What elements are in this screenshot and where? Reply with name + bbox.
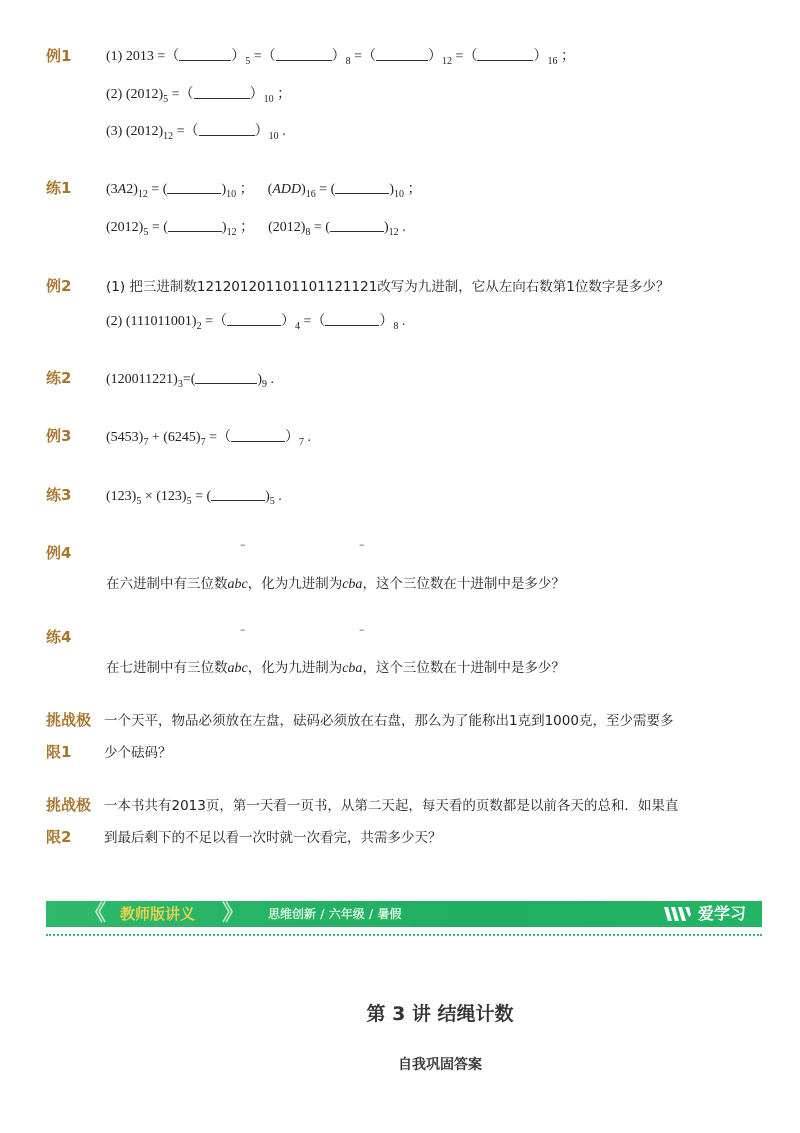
base-sub: 8: [345, 56, 351, 67]
label-challenge-1-top: 挑战极: [46, 711, 92, 729]
ex4-number-abc: abc: [227, 577, 248, 592]
pr1-a-digit: A: [117, 182, 127, 197]
label-practice-2: 练2: [46, 369, 72, 387]
base-sub: 10: [226, 189, 237, 200]
challenge-1-line-2: 少个砝码？: [104, 745, 172, 761]
pr4-text-1: 在七进制中有三位数: [106, 660, 228, 676]
ex4-line: [106, 574, 565, 595]
ex1-item-number: (2): [106, 87, 123, 102]
base-sub: 5: [269, 496, 275, 507]
base-sub: 7: [143, 437, 149, 448]
label-practice-1: 练1: [46, 179, 72, 197]
ex4-text-2: ，化为九进制为: [247, 576, 343, 592]
base-sub: 12: [226, 227, 237, 238]
base-sub: 5: [136, 496, 142, 507]
base-sub: 5: [245, 56, 251, 67]
label-challenge-2-top: 挑战极: [46, 796, 92, 814]
ex1-value: (2012): [125, 87, 164, 102]
pr3-term-b: (123): [156, 489, 187, 504]
double-chevron-left-icon: 《: [84, 901, 107, 926]
pr1-b-digits: ADD: [272, 182, 302, 197]
base-sub: 8: [305, 227, 311, 238]
ex2-item-number: (1): [106, 279, 126, 295]
base-sub: 4: [295, 321, 300, 332]
brand-name: 爱学习: [698, 904, 747, 923]
base-sub: 16: [305, 189, 316, 200]
label-example-2: 例2: [46, 277, 72, 295]
pr4-number-cba: cba: [342, 661, 363, 676]
ex2-value: (111011001): [125, 314, 197, 329]
ex3-term-a: (5453): [106, 430, 144, 445]
stacked-bars-logo-icon: [662, 905, 692, 923]
pr1-c-value: (2012): [106, 220, 144, 235]
pr1-line-2: $(2012)_5$ = ( )$_{12}$ ； $(2012)_8$ = ( )$_{12}$ .: [106, 220, 406, 238]
ex2-line-1: [106, 277, 669, 297]
ex2-item-number: (2): [106, 314, 123, 329]
overbar-mark: –: [240, 538, 246, 551]
ex2-line-2: (2) $(111011001)_2$ =（ ）$_4$ =（ ）$_8$ .: [106, 314, 406, 332]
base-sub: 10: [263, 94, 274, 105]
challenge-2-line-1: 一本书共有2013页，第一天看一页书，从第二天起，每天看的页数都是以前各天的总和．如果直: [104, 798, 679, 814]
base-sub: 5: [186, 496, 192, 507]
label-challenge-2-bottom: 限2: [46, 828, 72, 846]
ex1-line-3: (3) $(2012)_{12}$ =（ ）$_{10}$ .: [106, 124, 286, 142]
base-sub: 8: [393, 321, 399, 332]
ex1-line-1: (1) 2013 =（ ）$_5$ =（ ）$_8$ =（ ）$_{12}$ =（ ）$_{16}$ ；: [106, 49, 575, 67]
ex1-value: 2013: [125, 49, 154, 64]
ex1-item-number: (3): [106, 124, 123, 139]
pr2-value: (120011221): [106, 372, 178, 387]
ex1-line-2: (2) $(2012)_5$ =（ ）$_{10}$ ；: [106, 87, 292, 105]
base-sub: 16: [547, 56, 558, 67]
base-sub: 7: [200, 437, 206, 448]
pr1-a-close: 2): [126, 182, 138, 197]
banner-subtitle: 思维创新 / 六年级 / 暑假: [268, 907, 402, 921]
base-sub: 5: [163, 94, 169, 105]
pr2-line: $(120011221)_3=$( )$_9$ .: [106, 372, 275, 390]
label-example-1: 例1: [46, 47, 72, 65]
challenge-1-line-1: 一个天平，物品必须放在左盘，砝码必须放在右盘，那么为了能称出1克到1000克，至少需要多: [104, 713, 674, 729]
section-title: 自我巩固答案: [398, 1057, 482, 1073]
pr4-number-abc: abc: [227, 661, 248, 676]
base-sub: 12: [137, 189, 148, 200]
pr1-line-1: $(3A2)_{12}$ = ( )$_{10}$ ； $(ADD)_{16}$ = ( )$_{10}$ ；: [106, 182, 422, 200]
pr3-line: $(123)_5 \times (123)_5$ = ( )$_5$ .: [106, 489, 282, 507]
ex4-number-cba: cba: [342, 577, 363, 592]
label-example-4: 例4: [46, 544, 72, 562]
label-example-3: 例3: [46, 427, 72, 445]
ex4-text-3: ，这个三位数在十进制中是多少？: [362, 576, 565, 592]
base-sub: 9: [262, 379, 268, 390]
overbar-mark: –: [359, 623, 365, 636]
ex3-line: $(5453)_7 + (6245)_7$ =（ ）$_7$ .: [106, 430, 311, 448]
base-sub: 10: [268, 131, 279, 142]
base-sub: 5: [143, 227, 149, 238]
teacher-edition-banner: [46, 901, 762, 927]
ex1-item-number: (1): [106, 49, 123, 64]
ex3-term-b: (6245): [163, 430, 201, 445]
pr1-b-close: ): [301, 182, 306, 197]
base-sub: 2: [196, 321, 202, 332]
pr4-text-3: ，这个三位数在十进制中是多少？: [362, 660, 565, 676]
double-chevron-right-icon: 》: [222, 901, 245, 926]
label-challenge-1-bottom: 限1: [46, 743, 72, 761]
base-sub: 7: [298, 437, 304, 448]
base-sub: 12: [442, 56, 453, 67]
ex1-value: (2012): [125, 124, 164, 139]
overbar-mark: –: [359, 538, 365, 551]
ex4-text-1: 在六进制中有三位数: [106, 576, 228, 592]
pr1-d-value: (2012): [268, 220, 306, 235]
base-sub: 3: [177, 379, 183, 390]
overbar-mark: –: [240, 623, 246, 636]
banner-dotted-divider: [46, 934, 762, 936]
pr4-line: [106, 658, 565, 679]
pr1-a-open: (3: [106, 182, 118, 197]
pr1-b-open: (: [267, 182, 273, 197]
base-sub: 10: [394, 189, 404, 200]
pr4-text-2: ，化为九进制为: [247, 660, 343, 676]
ex2-question: 把三进制数121201201101101121121改写为九进制，它从左向右数第1位数字是多少？: [129, 279, 670, 295]
label-practice-3: 练3: [46, 486, 72, 504]
pr3-term-a: (123): [106, 489, 137, 504]
banner-title: 教师版讲义: [120, 905, 196, 923]
lecture-title: 第 3 讲 结绳计数: [366, 1003, 514, 1025]
label-practice-4: 练4: [46, 628, 72, 646]
base-sub: 12: [163, 131, 174, 142]
challenge-2-line-2: 到最后剩下的不足以看一次时就一次看完，共需多少天？: [104, 830, 442, 846]
base-sub: 12: [388, 227, 399, 238]
